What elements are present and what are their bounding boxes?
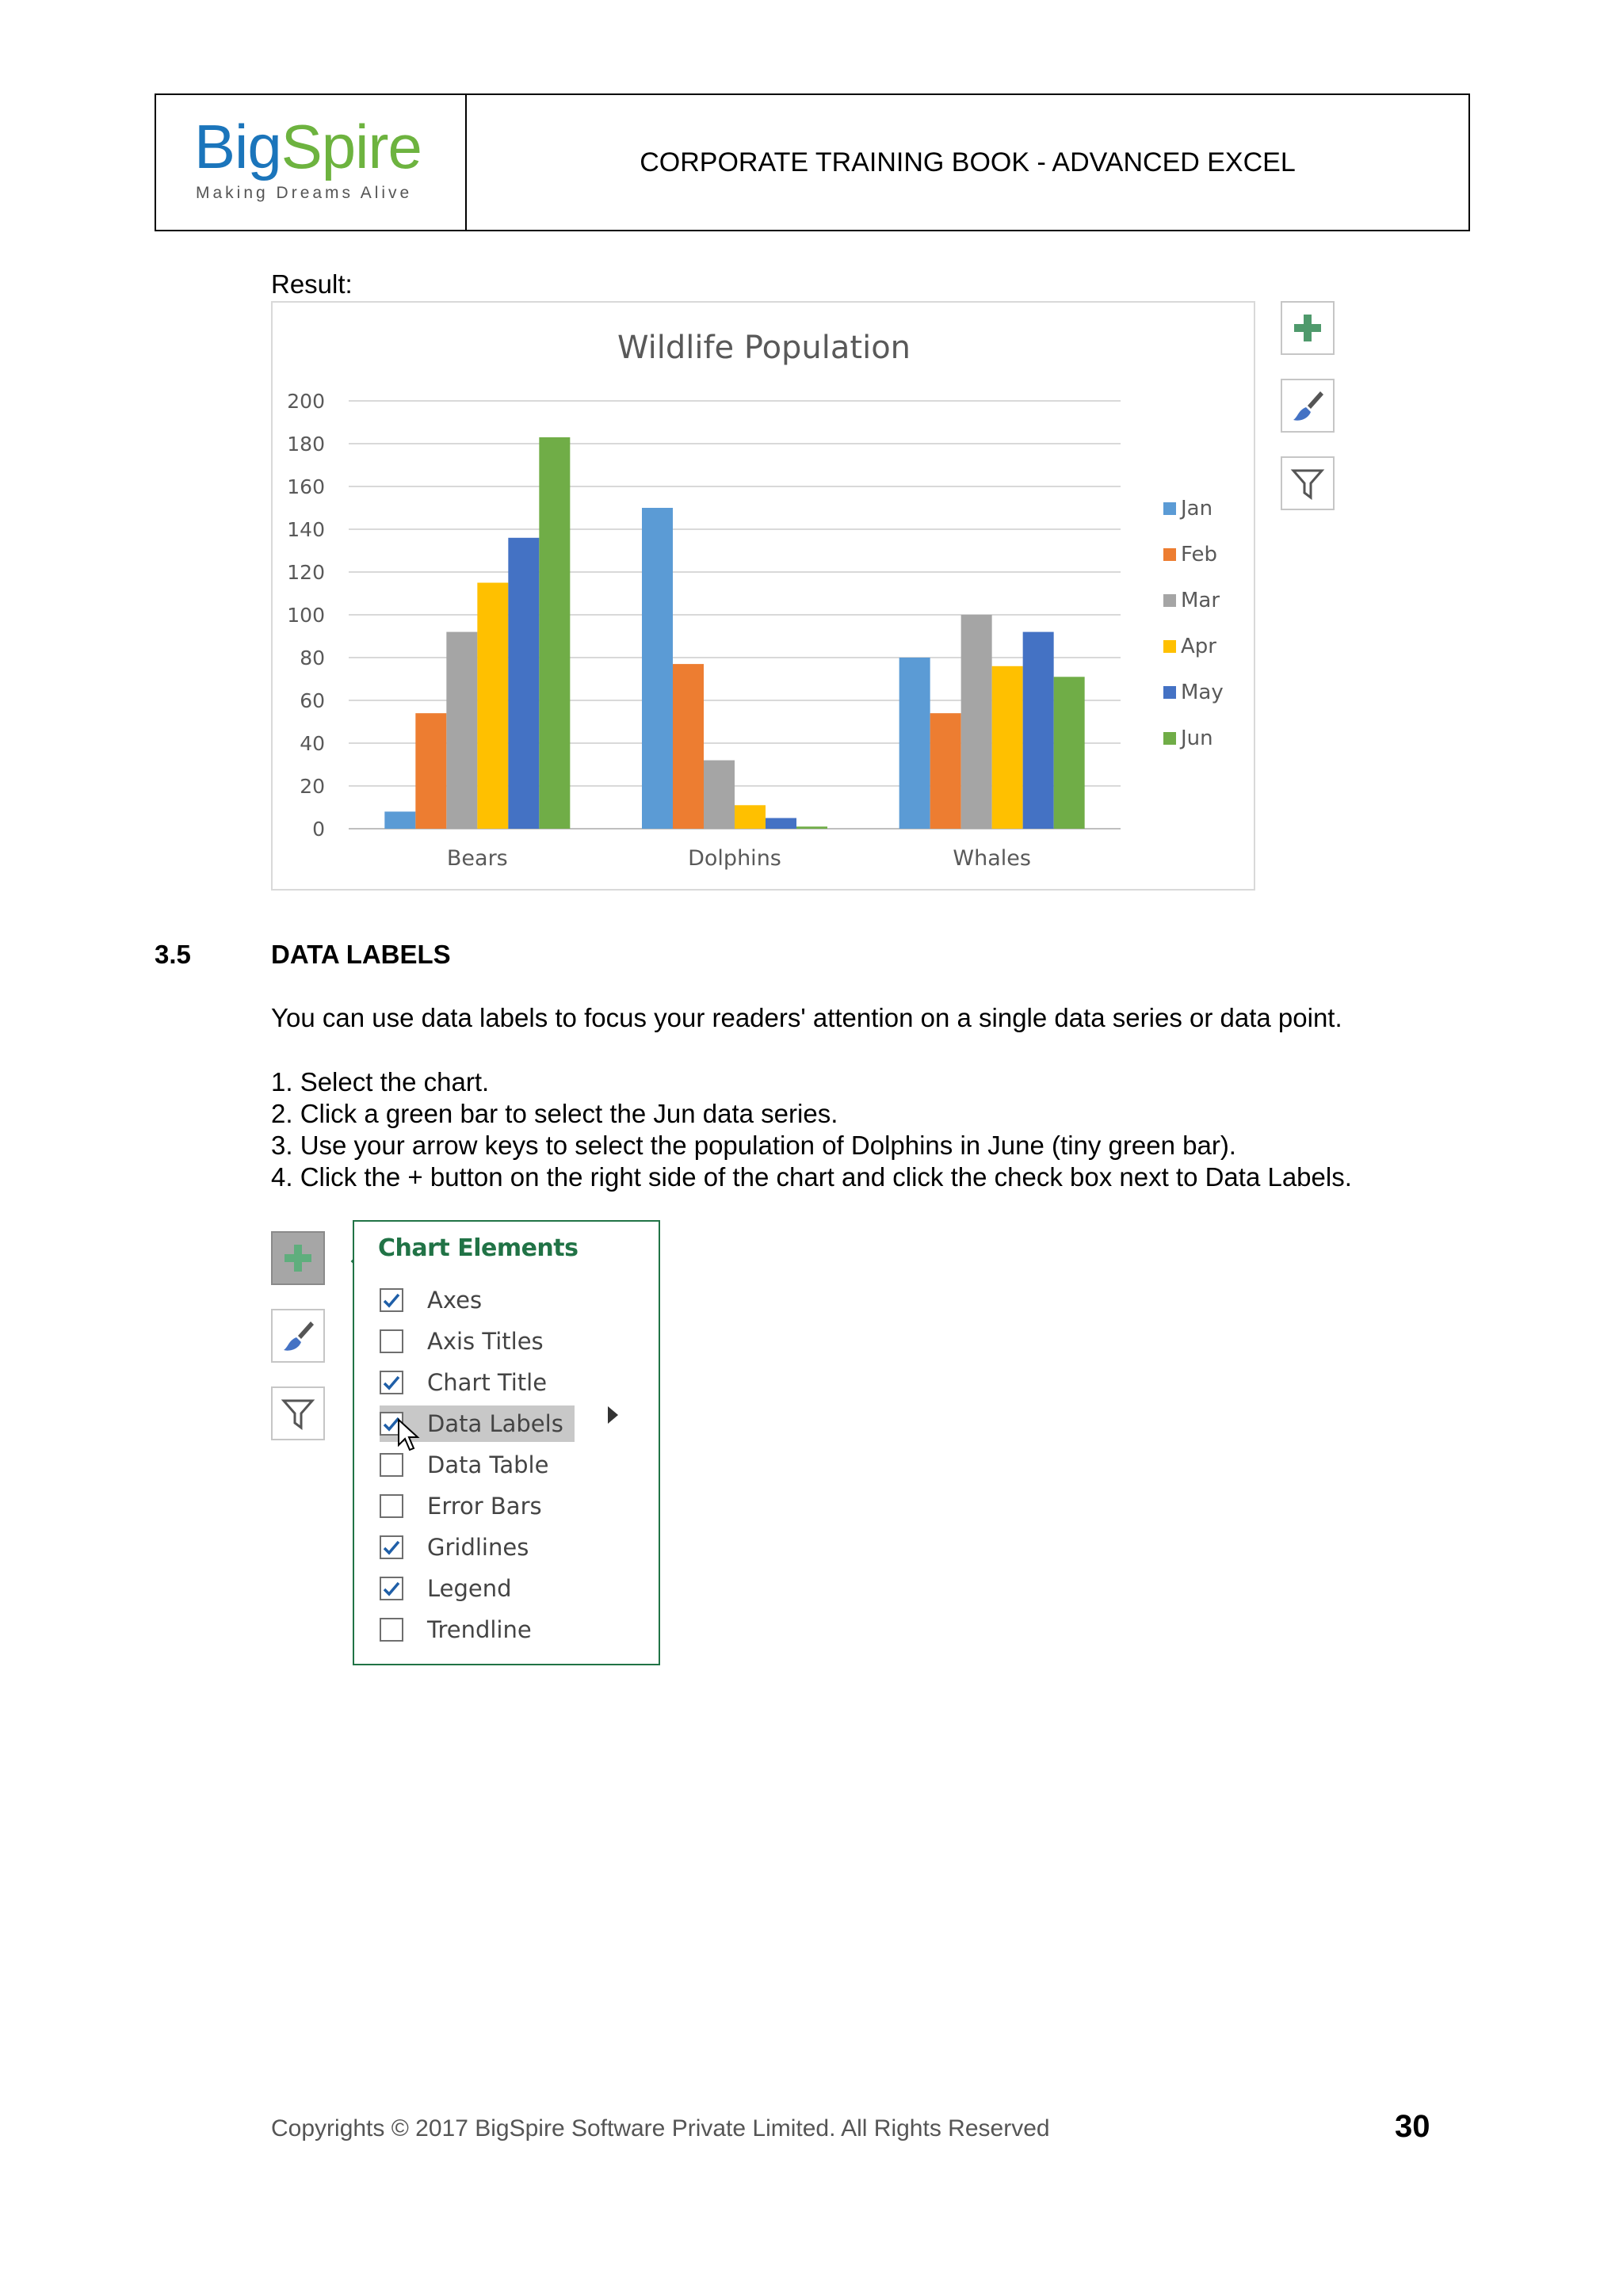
bar-apr-bears — [477, 583, 508, 830]
y-tick-label: 160 — [287, 475, 325, 498]
bar-may-whales — [1023, 632, 1054, 829]
legend-swatch-apr — [1163, 640, 1176, 653]
legend-swatch-mar — [1163, 594, 1176, 607]
checkbox[interactable] — [380, 1618, 403, 1642]
chart-element-label: Error Bars — [427, 1493, 542, 1520]
chart-filters-button-2[interactable] — [271, 1386, 325, 1440]
bigspire-logo — [156, 95, 467, 230]
chart-element-axes[interactable] — [380, 1282, 493, 1318]
panel-title: Chart Elements — [378, 1234, 579, 1262]
chart-elements-button-active[interactable] — [271, 1231, 325, 1285]
y-tick-label: 40 — [300, 732, 325, 755]
mouse-cursor-icon — [397, 1418, 424, 1455]
chart-element-label: Chart Title — [427, 1369, 548, 1396]
step-item: 3. Use your arrow keys to select the population of Dolphins in June (tiny green bar). — [271, 1131, 1236, 1160]
checkbox[interactable] — [380, 1494, 403, 1518]
document-title: CORPORATE TRAINING BOOK - ADVANCED EXCEL — [640, 147, 1296, 177]
y-tick-label: 80 — [300, 646, 325, 669]
chart-element-label: Gridlines — [427, 1534, 529, 1561]
checkmark-icon — [382, 1291, 401, 1310]
legend-label-feb: Feb — [1181, 543, 1218, 566]
chart-element-trendline[interactable] — [380, 1611, 543, 1648]
bar-feb-dolphins — [673, 664, 704, 829]
chart-element-chart-title[interactable] — [380, 1364, 558, 1401]
chart-elements-panel — [353, 1220, 660, 1665]
bar-jan-whales — [899, 658, 930, 829]
y-tick-label: 60 — [300, 689, 325, 712]
y-tick-label: 120 — [287, 561, 325, 584]
y-tick-label: 200 — [287, 390, 325, 413]
checkbox[interactable] — [380, 1371, 403, 1394]
steps-list — [271, 1066, 1352, 1193]
chart-svg — [273, 303, 1254, 889]
plus-icon — [282, 1242, 314, 1274]
y-tick-label: 140 — [287, 518, 325, 541]
x-tick-label: Dolphins — [688, 846, 781, 871]
checkbox[interactable] — [380, 1453, 403, 1477]
paintbrush-icon — [281, 1318, 315, 1353]
chart-element-label: Legend — [427, 1575, 512, 1602]
legend-label-may: May — [1181, 681, 1224, 704]
bar-apr-whales — [992, 666, 1023, 829]
bar-mar-dolphins — [704, 761, 735, 829]
bar-jan-bears — [384, 811, 415, 829]
x-tick-label: Whales — [953, 846, 1031, 871]
legend-swatch-jun — [1163, 732, 1176, 745]
bar-jan-dolphins — [642, 508, 673, 829]
checkmark-icon — [382, 1579, 401, 1598]
chart-element-gridlines[interactable] — [380, 1529, 540, 1566]
chart-element-label: Axes — [427, 1287, 483, 1314]
legend-swatch-feb — [1163, 548, 1176, 561]
legend-label-jan: Jan — [1181, 497, 1213, 521]
copyright-footer: Copyrights © 2017 BigSpire Software Private Limited. All Rights Reserved — [271, 2115, 1050, 2142]
y-tick-label: 180 — [287, 433, 325, 456]
section-number: 3.5 — [155, 940, 191, 969]
legend-swatch-may — [1163, 686, 1176, 699]
legend-label-jun: Jun — [1181, 727, 1213, 750]
chart-element-legend[interactable] — [380, 1570, 523, 1607]
data-labels-submenu-arrow[interactable] — [608, 1406, 618, 1424]
bar-feb-bears — [415, 713, 446, 829]
section-paragraph: You can use data labels to focus your readers' attention on a single data series or data point. — [271, 1003, 1342, 1032]
step-item: 1. Select the chart. — [271, 1067, 490, 1097]
filter-icon — [281, 1396, 315, 1431]
chart-element-label: Data Labels — [427, 1410, 563, 1437]
legend-label-mar: Mar — [1181, 589, 1220, 612]
chart-element-label: Axis Titles — [427, 1328, 544, 1355]
step-item: 2. Click a green bar to select the Jun data series. — [271, 1099, 838, 1128]
bar-mar-whales — [961, 615, 992, 829]
checkbox[interactable] — [380, 1329, 403, 1353]
bar-feb-whales — [930, 713, 961, 829]
step-item: 4. Click the + button on the right side of the chart and click the check box next to Data Labels. — [271, 1162, 1352, 1192]
checkbox[interactable] — [380, 1577, 403, 1600]
checkbox[interactable] — [380, 1288, 403, 1312]
section-title: DATA LABELS — [271, 940, 451, 969]
wildlife-population-chart[interactable] — [271, 301, 1255, 891]
y-tick-label: 0 — [312, 818, 325, 841]
bar-jun-dolphins — [796, 826, 827, 829]
y-tick-label: 20 — [300, 775, 325, 798]
legend-swatch-jan — [1163, 502, 1176, 515]
x-tick-label: Bears — [446, 846, 508, 871]
paintbrush-icon — [1290, 388, 1325, 423]
chart-element-axis-titles[interactable] — [380, 1323, 555, 1360]
chart-element-label: Trendline — [427, 1616, 532, 1643]
bar-jun-bears — [539, 437, 570, 829]
chart-element-label: Data Table — [427, 1451, 549, 1478]
checkbox[interactable] — [380, 1535, 403, 1559]
legend-label-apr: Apr — [1181, 635, 1216, 658]
bar-may-dolphins — [766, 818, 796, 830]
chart-styles-button[interactable] — [1281, 379, 1335, 433]
y-tick-label: 100 — [287, 604, 325, 627]
logo-big-text: Big — [194, 112, 281, 181]
checkmark-icon — [382, 1373, 401, 1392]
bar-mar-bears — [446, 632, 477, 829]
checkmark-icon — [382, 1538, 401, 1557]
chart-elements-button[interactable] — [1281, 301, 1335, 355]
chart-title: Wildlife Population — [617, 330, 911, 366]
bar-jun-whales — [1054, 677, 1085, 829]
plus-icon — [1292, 312, 1323, 344]
chart-filters-button[interactable] — [1281, 456, 1335, 510]
logo-tagline: Making Dreams Alive — [196, 184, 413, 202]
bar-may-bears — [508, 538, 539, 829]
page-header — [155, 93, 1470, 231]
page-number: 30 — [1395, 2109, 1430, 2144]
logo-spire-text: Spire — [281, 112, 422, 181]
bar-apr-dolphins — [735, 805, 766, 829]
filter-icon — [1290, 466, 1325, 501]
result-label: Result: — [271, 269, 353, 299]
chart-element-error-bars[interactable] — [380, 1488, 553, 1524]
chart-styles-button-2[interactable] — [271, 1309, 325, 1363]
